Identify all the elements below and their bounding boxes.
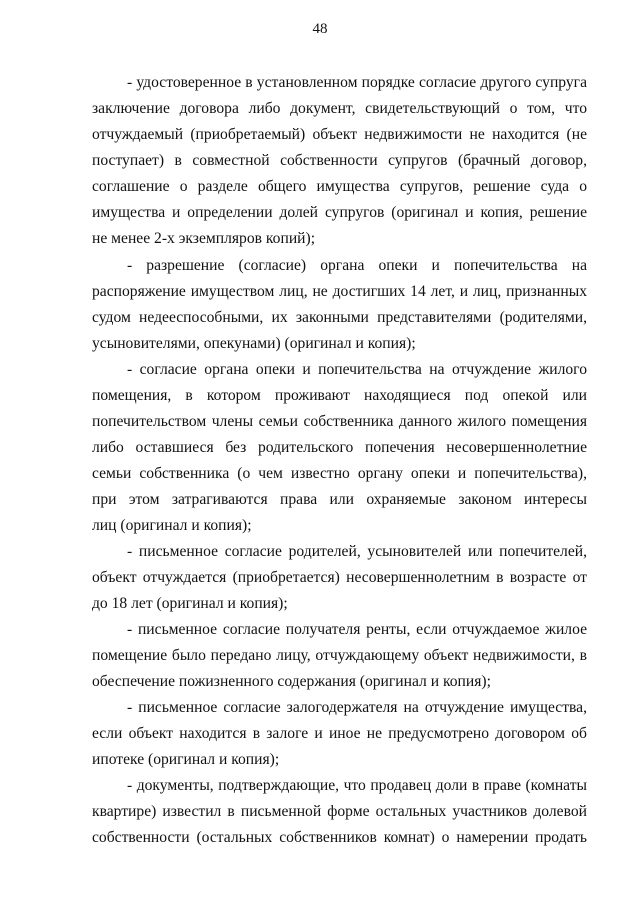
text-line: заключение договора либо документ, свидетельствующий о том, что [92,100,587,117]
text-line: ипотеке (оригинал и копия); [92,751,280,768]
text-line: поступает) в совместной собственности супругов (брачный договор, [92,152,587,169]
text-line: - удостоверенное в установленном порядке согласие другого супруга [127,74,587,91]
text-line: либо оставшиеся без родительского попечения несовершеннолетние [92,439,587,456]
text-line: если объект находится в залоге и иное не предусмотрено договором об [92,725,587,742]
text-line: семьи собственника (о чем известно органу опеки и попечительства), [92,465,587,482]
text-line: квартире) известил в письменной форме остальных участников долевой [92,803,587,820]
text-line: - документы, подтверждающие, что продавец доли в праве (комнаты [127,777,587,794]
text-line: не менее 2-х экземпляров копий); [92,230,316,247]
text-line: судом недееспособными, их законными представителями (родителями, [92,309,587,326]
text-line: - письменное согласие получателя ренты, если отчуждаемое жилое [127,621,587,638]
text-line: до 18 лет (оригинал и копия); [92,595,288,612]
text-line: объект отчуждается (приобретается) несовершеннолетним в возрасте от [92,569,587,586]
text-line: отчуждаемый (приобретаемый) объект недвижимости не находится (не [92,126,587,143]
text-line: - письменное согласие залогодержателя на отчуждение имущества, [127,699,587,716]
text-line: обеспечение пожизненного содержания (оригинал и копия); [92,673,491,690]
text-line: соглашение о разделе общего имущества супругов, решение суда о [92,178,587,195]
text-line: помещение было передано лицу, отчуждающему объект недвижимости, в [92,647,587,664]
text-line: при этом затрагиваются права или охраняемые законом интересы [92,491,587,508]
text-line: - письменное согласие родителей, усыновителей или попечителей, [127,543,587,560]
text-line: помещения, в котором проживают находящиеся под опекой или [92,387,587,404]
text-line: - разрешение (согласие) органа опеки и попечительства на [127,257,587,274]
text-line: распоряжение имуществом лиц, не достигших 14 лет, и лиц, признанных [92,283,587,300]
text-line: лиц (оригинал и копия); [92,517,252,534]
page-number: 48 [312,21,328,37]
text-line: - согласие органа опеки и попечительства на отчуждение жилого [127,361,587,378]
text-line: попечительством члены семьи собственника данного жилого помещения [92,413,587,430]
text-line: собственности (остальных собственников комнат) о намерении продать [92,829,587,846]
text-line: усыновителями, опекунами) (оригинал и копия); [92,335,416,352]
text-line: имущества и определении долей супругов (оригинал и копия, решение [92,204,587,221]
